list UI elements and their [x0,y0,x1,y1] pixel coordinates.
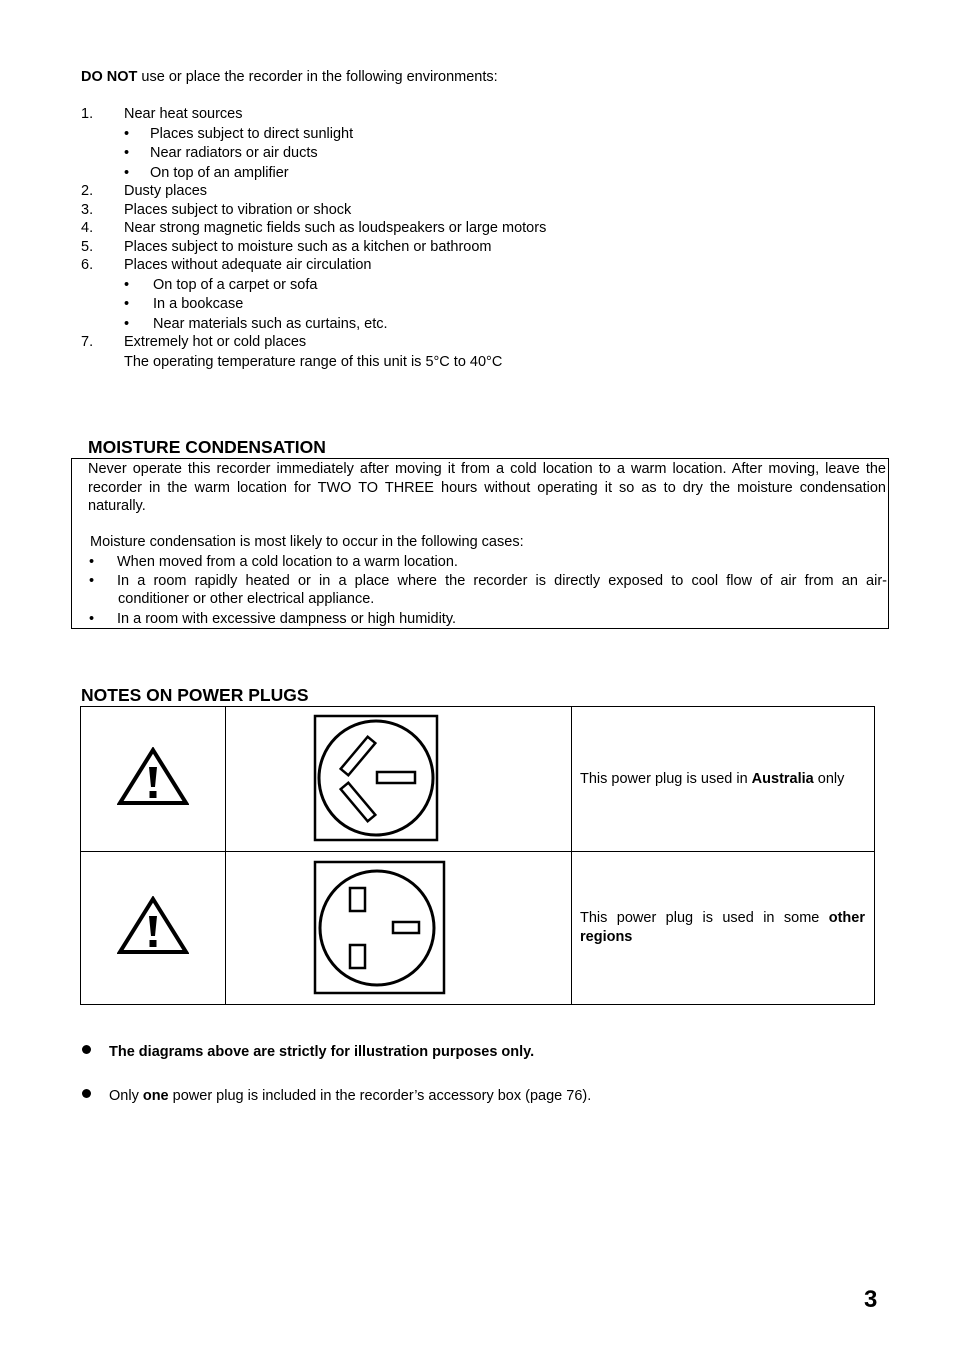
list-item: Places subject to vibration or shock [124,202,352,218]
list-item: Extremely hot or cold places [124,334,307,350]
plugs-table [80,706,875,1005]
moisture-case: In a room rapidly heated or in a place where the recorder is directly exposed to cool flow of air from an air- [117,573,887,589]
page-number: 3 [864,1286,878,1313]
item-number: 6. [81,257,94,273]
table-row [81,707,875,852]
intro-rest: use or place the recorder in the following environments: [137,69,498,85]
list-item: Dusty places [124,183,208,199]
bullet: • [124,165,130,181]
moisture-case: When moved from a cold location to a warm location. [117,554,458,570]
plug-image-cell [226,852,572,1005]
list-item: Places without adequate air circulation [124,257,372,273]
bullet: • [89,554,95,570]
list-item: Places subject to moisture such as a kitchen or bathroom [124,239,492,255]
list-item: Near strong magnetic fields such as loudspeakers or large motors [124,220,547,236]
intro-bold: DO NOT [81,69,138,85]
bullet: • [124,126,130,142]
sub-list-item: In a bookcase [153,296,244,312]
moisture-case: In a room with excessive dampness or high humidity. [117,611,457,627]
note-bullet [82,1045,91,1054]
item-number: 3. [81,202,94,218]
plug-description: This power plug is used in Australia only [572,707,875,852]
plugs-heading: NOTES ON POWER PLUGS [81,685,309,705]
bullet: • [124,296,130,312]
bullet: • [124,316,130,332]
sub-list-item: Near materials such as curtains, etc. [153,316,388,332]
note-bullet [82,1089,91,1098]
sub-list-item: On top of an amplifier [150,165,289,181]
sub-list-item: Near radiators or air ducts [150,145,318,161]
warning-cell [81,852,226,1005]
bullet: • [124,277,130,293]
warning-cell [81,707,226,852]
warning-triangle-icon [117,747,189,807]
sub-list-item: Places subject to direct sunlight [150,126,354,142]
item-number: 4. [81,220,94,236]
moisture-case-continued: conditioner or other electrical appliance. [118,591,375,607]
moisture-heading: MOISTURE CONDENSATION [88,437,326,457]
table-row [81,852,875,1005]
plug-image-cell [226,707,572,852]
item-number: 2. [81,183,94,199]
australia-plug-icon [313,714,443,844]
bs-plug-icon [313,860,447,996]
intro-line [81,69,498,85]
moisture-box [71,458,889,629]
bullet: • [89,573,95,589]
item-number: 7. [81,334,94,350]
sub-list-item: On top of a carpet or sofa [153,277,318,293]
bullet: • [89,611,95,627]
moisture-paragraph: Never operate this recorder immediately after moving it from a cold location to a warm location. After moving, leave the recorder in the warm location for TWO TO THREE hours without operating it so as to dry the moisture condensation naturally. [88,461,886,514]
bullet: • [124,145,130,161]
item-number: 5. [81,239,94,255]
note-illustration: The diagrams above are strictly for illustration purposes only. [109,1044,535,1060]
item-note: The operating temperature range of this unit is 5°C to 40°C [124,354,503,370]
warning-triangle-icon [117,896,189,956]
item-number: 1. [81,106,94,122]
plug-description: This power plug is used in some other regions [572,852,875,1005]
moisture-cases-intro: Moisture condensation is most likely to occur in the following cases: [90,534,524,550]
list-item: Near heat sources [124,106,243,122]
note-accessory: Only one power plug is included in the recorder’s accessory box (page 76). [109,1088,592,1104]
